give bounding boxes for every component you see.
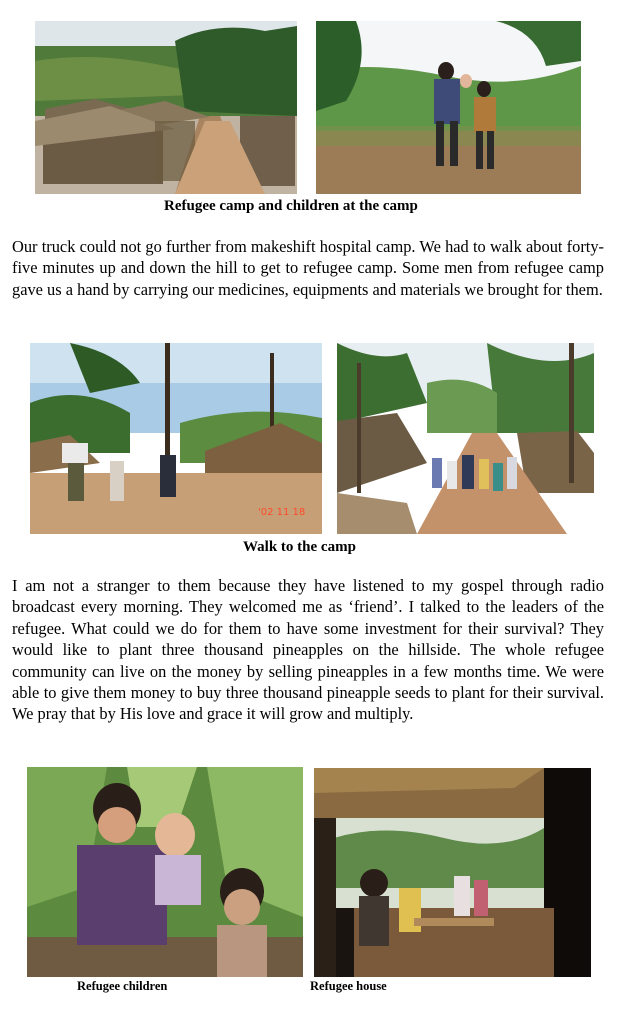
refugee-children-photo bbox=[27, 767, 303, 977]
group-walking-to-camp-photo bbox=[337, 343, 594, 534]
paragraph-2: I am not a stranger to them because they have listened to my gospel through radio broadcast every morning. They welcomed me as ‘friend’. I talked to the leaders of the refugee. What could we do for them to have some investment for their survival? They would like to plant three thousand pineapples on the hillside. The whole refugee community can live on the money by selling pineapples in a few months time. We were able to give them money to buy three thousand pineapple seeds to plant for their survival. We pray that by His love and grace it will grow and multiply. bbox=[12, 576, 604, 724]
refugee-children-caption: Refugee children bbox=[77, 979, 168, 993]
men-carrying-supplies-photo bbox=[30, 343, 322, 534]
refugee-camp-village-road-photo bbox=[35, 21, 297, 194]
paragraph-1: Our truck could not go further from makeshift hospital camp. We had to walk about forty-five minutes up and down the hill to get to refugee camp. Some men from refugee camp gave us a hand by carrying our medicines, equipments and materials we brought for them. bbox=[12, 237, 604, 299]
children-at-camp-photo bbox=[316, 21, 581, 194]
section-2-caption: Walk to the camp bbox=[243, 539, 356, 555]
section-1-caption: Refugee camp and children at the camp bbox=[164, 198, 418, 214]
photo-date-stamp: '02 11 18 bbox=[258, 507, 306, 518]
refugee-house-photo bbox=[314, 768, 591, 977]
refugee-house-caption: Refugee house bbox=[310, 979, 387, 993]
